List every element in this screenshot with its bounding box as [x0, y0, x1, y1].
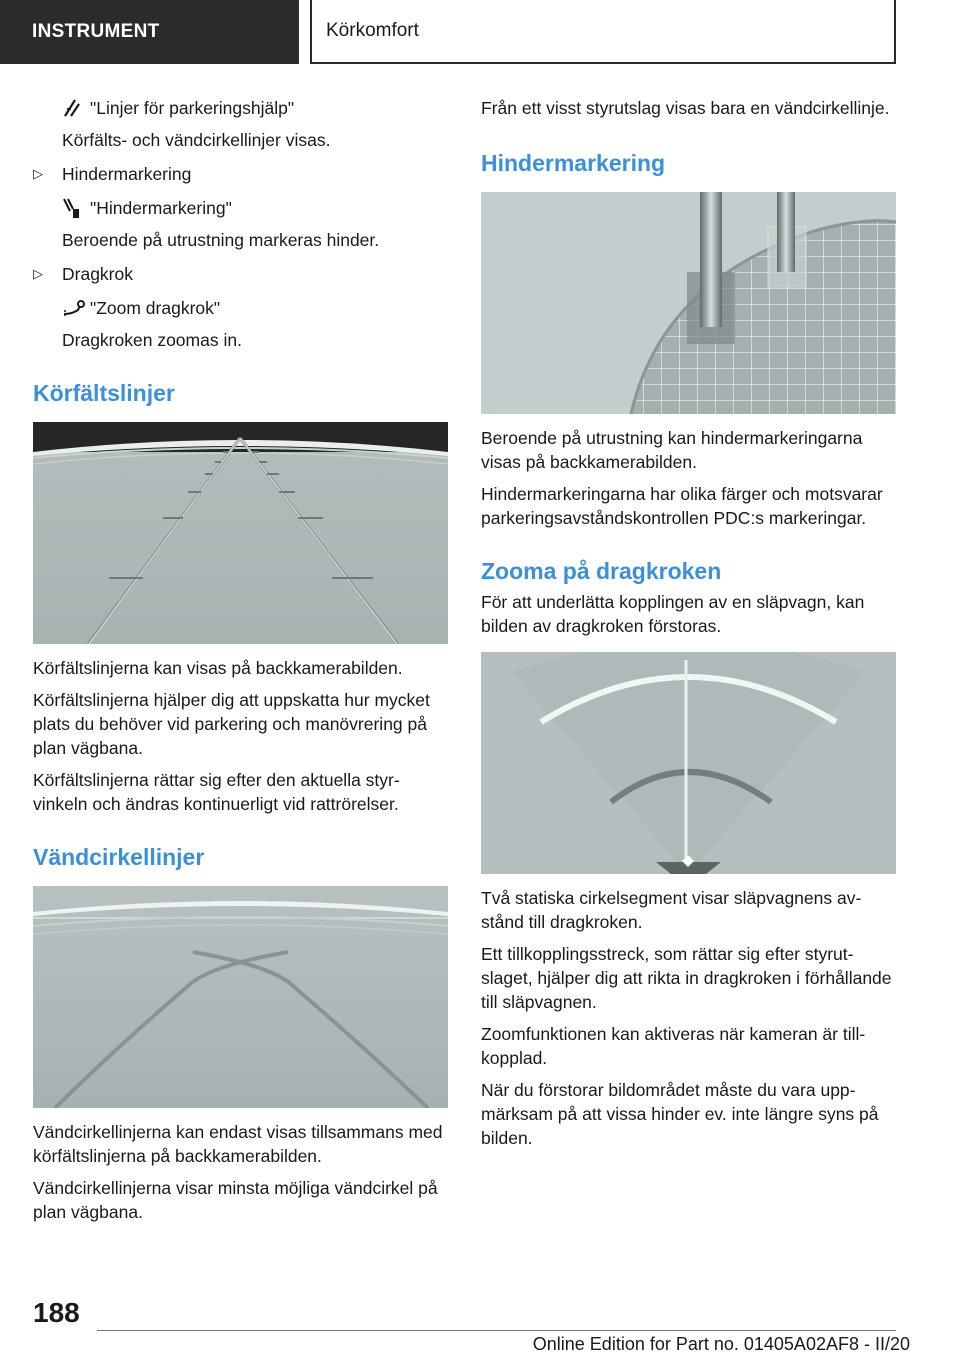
obstacle-para-1: Beroende på utrustning kan hindermarkeringarna visas på backkamerabilden.	[481, 428, 863, 472]
lane-lines-para-1: Körfältslinjerna kan visas på backkamerabilden.	[33, 658, 403, 678]
lane-lines-figure	[33, 422, 448, 644]
bullet-obstacle	[33, 162, 448, 186]
parking-lines-icon	[62, 97, 90, 119]
lane-lines-para-3: Körfältslinjerna rättar sig efter den aktuella styrvinkeln och ändras kontinuerligt vid rattrörelser.	[33, 770, 400, 814]
footer-divider	[97, 1330, 896, 1331]
bullet-obstacle-label: Hindermarkering	[62, 164, 192, 184]
towhook-menu-row	[33, 296, 448, 320]
zoom-para-3: Ett tillkopplingsstreck, som rättar sig efter styrutslaget, hjälper dig att rikta in dragkroken i förhållande till släpvagnen.	[481, 944, 892, 1012]
towhook-menu-label: "Zoom dragkrok"	[90, 298, 221, 318]
tow-hook-icon	[62, 297, 90, 319]
obstacle-menu-label: "Hindermarkering"	[90, 198, 232, 218]
heading-zoom-tow-hook: Zooma på dragkroken	[481, 558, 722, 584]
page-number: 188	[33, 1297, 80, 1328]
bullet-towhook	[33, 262, 448, 286]
bullet-towhook-label: Dragkrok	[62, 264, 133, 284]
lane-lines-para-2: Körfältslinjerna hjälper dig att uppskatta hur mycket plats du behöver vid parkering och manövrering på plan vägbana.	[33, 690, 430, 758]
obstacle-marking-icon	[62, 197, 90, 219]
heading-obstacle-marking: Hindermarkering	[481, 150, 666, 176]
turn-circle-para-2: Vändcirkellinjerna visar minsta möjliga vändcirkel på plan vägbana.	[33, 1178, 438, 1222]
parking-lines-row	[33, 96, 448, 120]
zoom-para-5: När du förstorar bildområdet måste du vara uppmärksam på att vissa hinder ev. inte längre syns på bilden.	[481, 1080, 879, 1148]
parking-lines-menu-label: "Linjer för parkeringshjälp"	[90, 98, 295, 118]
heading-lane-lines: Körfältslinjer	[33, 380, 175, 406]
right-column	[481, 96, 896, 1150]
footer-edition: Online Edition for Part no. 01405A02AF8 - II/20	[532, 1334, 910, 1354]
header-section-tab: INSTRUMENT	[0, 0, 299, 64]
heading-turn-circle-lines: Vändcirkellinjer	[33, 844, 205, 870]
parking-lines-desc: Körfälts- och vändcirkellinjer visas.	[62, 130, 331, 150]
obstacle-desc: Beroende på utrustning markeras hinder.	[62, 230, 380, 250]
turn-intro-para: Från ett visst styrutslag visas bara en vändcirkellinje.	[481, 98, 890, 118]
header-chapter-tab: Körkomfort	[310, 0, 896, 64]
obstacle-menu-row	[33, 196, 448, 220]
obstacle-para-2: Hindermarkeringarna har olika färger och motsvarar parkeringsavståndskontrollen PDC:s markeringar.	[481, 484, 883, 528]
triangle-bullet-icon: ▷	[33, 166, 43, 181]
towhook-desc: Dragkroken zoomas in.	[62, 330, 242, 350]
turn-circle-para-1: Vändcirkellinjerna kan endast visas tillsammans med körfältslinjerna på backkamerabilden.	[33, 1122, 443, 1166]
zoom-para-2: Två statiska cirkelsegment visar släpvagnens avstånd till dragkroken.	[481, 888, 862, 932]
left-column	[33, 96, 448, 1224]
zoom-para-1: För att underlätta kopplingen av en släpvagn, kan bilden av dragkroken förstoras.	[481, 592, 865, 636]
obstacle-marking-figure	[481, 192, 896, 414]
tow-hook-zoom-figure	[481, 652, 896, 874]
turn-circle-figure	[33, 886, 448, 1108]
zoom-para-4: Zoomfunktionen kan aktiveras när kameran är tillkopplad.	[481, 1024, 866, 1068]
triangle-bullet-icon: ▷	[33, 266, 43, 281]
